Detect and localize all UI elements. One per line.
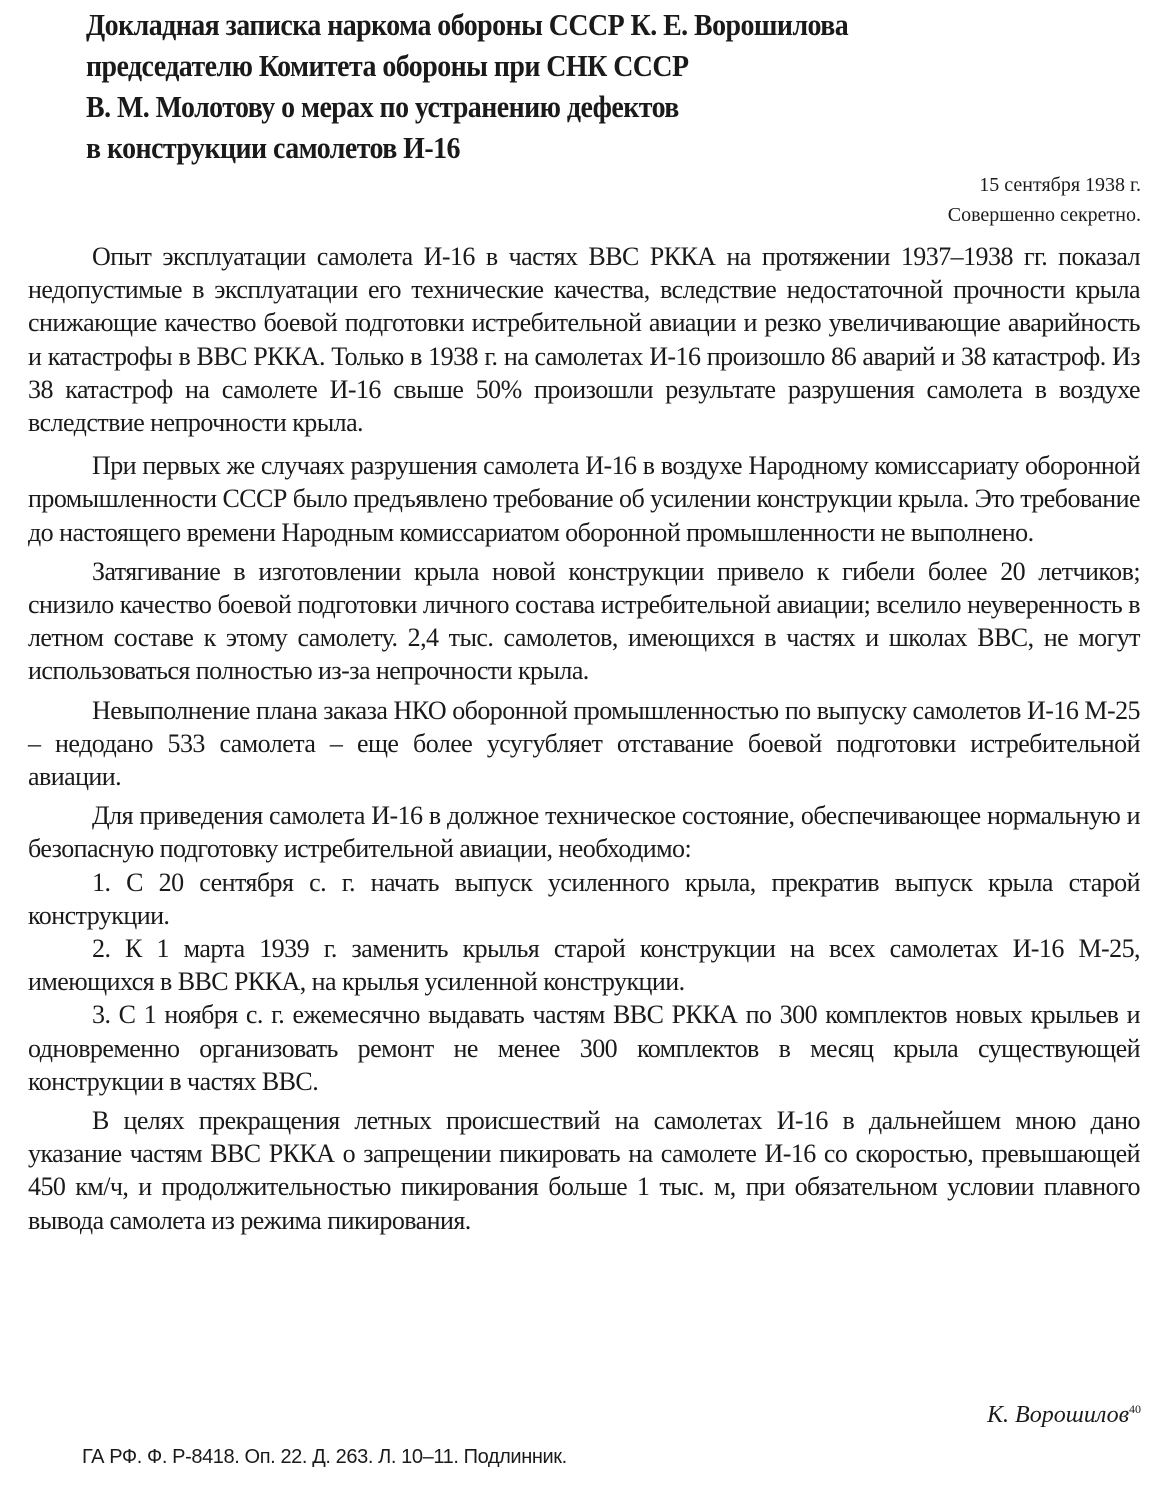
list-item: 1. С 20 сентября с. г. начать выпуск усиленного крыла, прекратив выпуск крыла старой конструкции. xyxy=(28,867,1140,930)
document-date: 15 сентября 1938 г. xyxy=(979,174,1141,196)
classification-mark: Совершенно секретно. xyxy=(947,204,1141,226)
paragraph: Для приведения самолета И-16 в должное техническое состояние, обеспечивающее нормальную и безопасную подготовку истребительной авиации, необходимо: xyxy=(28,801,1140,864)
list-item: 2. К 1 марта 1939 г. заменить крылья старой конструкции на всех самолетах И-16 М-25, имеющихся в ВВС РККА, на крылья усиленной конструкции. xyxy=(28,934,1140,997)
paragraph: Невыполнение плана заказа НКО оборонной промышленностью по выпуску самолетов И-16 М-25 – недодано 533 самолета – еще более усугубляет отставание боевой подготовки истребительной авиации. xyxy=(28,695,1140,792)
document-title xyxy=(86,4,1013,168)
signature xyxy=(987,1402,1141,1429)
paragraph: При первых же случаях разрушения самолета И-16 в воздухе Народному комиссариату оборонной промышленности СССР было предъявлено требование об усилении конструкции крыла. Это требование до настоящего времени Народным комиссариатом оборонной промышленности не выполнено. xyxy=(28,451,1140,547)
footnote-reference[interactable]: 40 xyxy=(1129,1402,1141,1416)
paragraph: Опыт эксплуатации самолета И-16 в частях ВВС РККА на протяжении 1937–1938 гг. показал недопустимые в эксплуатации его технические качества, вследствие недостаточной прочности крыла снижающие качество боевой подготовки истребительной авиации и резко увеличивающие аварийность и катастрофы в ВВС РККА. Только в 1938 г. на самолетах И-16 произошло 86 аварий и 38 катастроф. Из 38 катастроф на самолете И-16 свыше 50% произошли результате разрушения самолета в воздухе вследствие непрочности крыла. xyxy=(28,242,1140,438)
paragraph: В целях прекращения летных происшествий на самолетах И-16 в дальнейшем мною дано указание частям ВВС РККА о запрещении пикировать на самолете И-16 со скоростью, превышающей 450 км/ч, и продолжительностью пикирования больше 1 тыс. м, при обязательном условии плавного вывода самолета из режима пикирования. xyxy=(28,1106,1140,1235)
title-line: В. М. Молотову о мерах по устранению дефектов xyxy=(86,89,679,124)
title-line: председателю Комитета обороны при СНК СССР xyxy=(86,48,689,83)
document-body xyxy=(28,240,1140,1237)
paragraph: Затягивание в изготовлении крыла новой конструкции привело к гибели более 20 летчиков; снизило качество боевой подготовки личного состава истребительной авиации; вселило неуверенность в летном составе к этому самолету. 2,4 тыс. самолетов, имеющихся в частях и школах ВВС, не могут использоваться полностью из-за непрочности крыла. xyxy=(28,556,1140,686)
archival-source: ГА РФ. Ф. Р-8418. Оп. 22. Д. 263. Л. 10–11. Подлинник. xyxy=(82,1446,567,1468)
document-meta xyxy=(948,170,1141,230)
title-line: в конструкции самолетов И-16 xyxy=(86,130,460,165)
signature-name: К. Ворошилов xyxy=(987,1402,1129,1428)
title-line: Докладная записка наркома обороны СССР К. Е. Ворошилова xyxy=(86,7,849,42)
list-item: 3. С 1 ноября с. г. ежемесячно выдавать частям ВВС РККА по 300 комплектов новых крыльев и одновременно организовать ремонт не менее 300 комплектов в месяц крыла существующей конструкции в частях ВВС. xyxy=(28,1000,1140,1096)
